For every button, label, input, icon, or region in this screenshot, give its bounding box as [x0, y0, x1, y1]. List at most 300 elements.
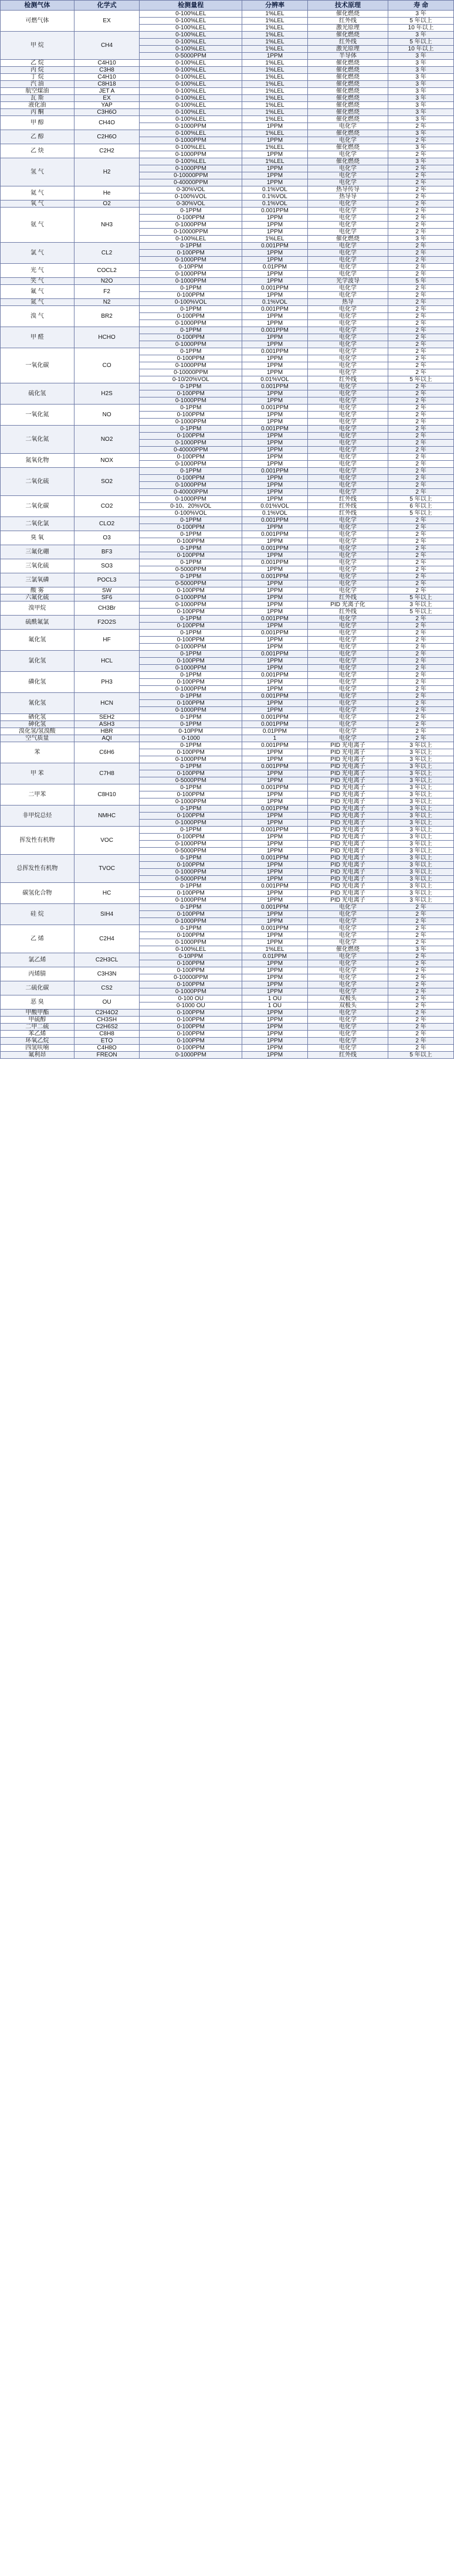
- table-row: [1, 454, 454, 461]
- cell-gas-name: 三氧化硫: [1, 559, 74, 573]
- cell-range: 0-1000PPM: [140, 151, 242, 158]
- cell-range: 0-100%LEL: [140, 32, 242, 39]
- cell-technology: 催化燃烧: [307, 236, 388, 243]
- cell-range: 0-100PPM: [140, 1038, 242, 1045]
- table-row: [1, 186, 454, 193]
- cell-range: 0-100PPM: [140, 334, 242, 341]
- cell-gas-name: 氧 气: [1, 200, 74, 208]
- column-header-gas: 检测气体: [1, 1, 74, 11]
- cell-gas-name: 氯化氢: [1, 651, 74, 672]
- cell-resolution: 1PPM: [242, 123, 308, 130]
- cell-technology: 电化学: [307, 960, 388, 967]
- table-row: [1, 630, 454, 637]
- cell-range: 0-100PPM: [140, 637, 242, 644]
- table-row: [1, 616, 454, 623]
- cell-range: 0-1000PPM: [140, 461, 242, 468]
- cell-resolution: 1PPM: [242, 222, 308, 229]
- cell-formula: C3H6O: [74, 109, 140, 116]
- cell-range: 0-1PPM: [140, 651, 242, 658]
- cell-resolution: 0.1%VOL: [242, 299, 308, 306]
- cell-range: 0-40000PPM: [140, 447, 242, 454]
- cell-range: 0-100PPM: [140, 700, 242, 707]
- cell-formula: NO: [74, 405, 140, 426]
- cell-range: 0-100%LEL: [140, 946, 242, 953]
- cell-resolution: 0.001PPM: [242, 784, 308, 791]
- cell-range: 0-100PPM: [140, 355, 242, 362]
- cell-gas-name: 二硫化碳: [1, 981, 74, 995]
- cell-resolution: 0.1%VOL: [242, 510, 308, 517]
- cell-life: 2 年: [388, 573, 454, 580]
- cell-gas-name: 砷化氢: [1, 721, 74, 728]
- cell-technology: PID 光电离子: [307, 869, 388, 876]
- cell-technology: 激光原理: [307, 25, 388, 32]
- table-row: [1, 1045, 454, 1052]
- cell-resolution: 0.01%VOL: [242, 376, 308, 383]
- cell-gas-name: 甲 烷: [1, 32, 74, 60]
- cell-resolution: 0.001PPM: [242, 468, 308, 475]
- table-row: [1, 405, 454, 412]
- cell-life: 2 年: [388, 644, 454, 651]
- cell-technology: 电化学: [307, 1031, 388, 1038]
- table-row: [1, 594, 454, 601]
- cell-range: 0-1PPM: [140, 855, 242, 862]
- cell-range: 0-100PPM: [140, 215, 242, 222]
- cell-life: 2 年: [388, 179, 454, 186]
- cell-formula: NH3: [74, 208, 140, 243]
- table-row: [1, 158, 454, 165]
- cell-range: 0-1000PPM: [140, 869, 242, 876]
- table-row: [1, 102, 454, 109]
- cell-range: 0-5000PPM: [140, 580, 242, 587]
- cell-technology: 电化学: [307, 967, 388, 974]
- table-row: [1, 995, 454, 1002]
- cell-gas-name: 空气质量: [1, 735, 74, 742]
- cell-resolution: 1PPM: [242, 707, 308, 714]
- cell-resolution: 1%LEL: [242, 46, 308, 53]
- cell-range: 0-100%LEL: [140, 95, 242, 102]
- cell-resolution: 0.01PPM: [242, 728, 308, 735]
- cell-formula: SF6: [74, 594, 140, 601]
- cell-resolution: 1PPM: [242, 538, 308, 545]
- cell-life: 2 年: [388, 637, 454, 644]
- cell-resolution: 0.001PPM: [242, 517, 308, 524]
- cell-resolution: 0.001PPM: [242, 306, 308, 313]
- cell-range: 0-100PPM: [140, 791, 242, 798]
- cell-life: 2 年: [388, 334, 454, 341]
- cell-resolution: 1PPM: [242, 798, 308, 806]
- cell-gas-name: 丙 烷: [1, 67, 74, 74]
- cell-technology: 电化学: [307, 271, 388, 278]
- cell-life: 3 年: [388, 32, 454, 39]
- cell-gas-name: 氟利昂: [1, 1052, 74, 1059]
- cell-resolution: 1%LEL: [242, 25, 308, 32]
- cell-formula: NOX: [74, 454, 140, 468]
- cell-resolution: 1%LEL: [242, 116, 308, 123]
- table-body: [1, 11, 454, 1059]
- table-row: [1, 1038, 454, 1045]
- cell-technology: 电化学: [307, 644, 388, 651]
- cell-life: 3 年以上: [388, 763, 454, 770]
- cell-formula: C4H10: [74, 60, 140, 67]
- cell-life: 2 年: [388, 313, 454, 320]
- cell-technology: 电化学: [307, 285, 388, 292]
- cell-technology: 电化学: [307, 419, 388, 426]
- cell-technology: 电化学: [307, 250, 388, 257]
- cell-resolution: 1PPM: [242, 756, 308, 763]
- cell-life: 3 年: [388, 53, 454, 60]
- cell-life: 2 年: [388, 658, 454, 665]
- cell-technology: 电化学: [307, 939, 388, 946]
- cell-range: 0-1PPM: [140, 306, 242, 313]
- cell-technology: 电化学: [307, 911, 388, 918]
- cell-technology: 电化学: [307, 172, 388, 179]
- column-header-range: 检测量程: [140, 1, 242, 11]
- cell-life: 3 年以上: [388, 855, 454, 862]
- cell-range: 0-100PPM: [140, 623, 242, 630]
- cell-resolution: 1PPM: [242, 686, 308, 693]
- cell-technology: 电化学: [307, 728, 388, 735]
- cell-range: 0-1000PPM: [140, 165, 242, 172]
- cell-resolution: 1%LEL: [242, 130, 308, 137]
- cell-range: 0-100PPM: [140, 813, 242, 820]
- cell-range: 0-10/20%VOL: [140, 376, 242, 383]
- cell-gas-name: 四氢呋喃: [1, 1045, 74, 1052]
- cell-range: 0-100PPM: [140, 1010, 242, 1017]
- cell-gas-name: 乙 烷: [1, 60, 74, 67]
- cell-resolution: 0.001PPM: [242, 883, 308, 890]
- cell-resolution: 1PPM: [242, 151, 308, 158]
- cell-technology: 电化学: [307, 672, 388, 679]
- cell-life: 3 年以上: [388, 601, 454, 609]
- cell-life: 2 年: [388, 728, 454, 735]
- cell-range: 0-100PPM: [140, 292, 242, 299]
- cell-resolution: 1PPM: [242, 1038, 308, 1045]
- cell-range: 0-1000PPM: [140, 419, 242, 426]
- cell-resolution: 0.001PPM: [242, 573, 308, 580]
- cell-formula: YAP: [74, 102, 140, 109]
- cell-technology: 电化学: [307, 341, 388, 348]
- cell-life: 3 年: [388, 81, 454, 88]
- cell-range: 0-1PPM: [140, 763, 242, 770]
- cell-technology: 电化学: [307, 700, 388, 707]
- cell-range: 0-5000PPM: [140, 777, 242, 784]
- cell-life: 3 年: [388, 130, 454, 137]
- cell-formula: VOC: [74, 827, 140, 855]
- table-row: [1, 299, 454, 306]
- cell-formula: SIH4: [74, 904, 140, 925]
- cell-life: 2 年: [388, 693, 454, 700]
- cell-technology: 电化学: [307, 637, 388, 644]
- cell-resolution: 1PPM: [242, 869, 308, 876]
- cell-formula: C4H10: [74, 74, 140, 81]
- cell-gas-name: 六氟化硫: [1, 594, 74, 601]
- cell-technology: 催化燃烧: [307, 67, 388, 74]
- cell-technology: 电化学: [307, 566, 388, 573]
- cell-resolution: 0.001PPM: [242, 383, 308, 390]
- cell-life: 2 年: [388, 988, 454, 995]
- column-header-formula: 化学式: [74, 1, 140, 11]
- cell-range: 0-1000PPM: [140, 897, 242, 904]
- cell-life: 6 年以上: [388, 503, 454, 510]
- cell-formula: CH4: [74, 32, 140, 60]
- cell-gas-name: 二甲苯: [1, 784, 74, 806]
- cell-technology: PID 光电离子: [307, 777, 388, 784]
- cell-formula: PH3: [74, 672, 140, 693]
- cell-technology: 电化学: [307, 693, 388, 700]
- table-row: [1, 925, 454, 932]
- table-row: [1, 601, 454, 609]
- cell-life: 2 年: [388, 412, 454, 419]
- cell-life: 2 年: [388, 362, 454, 369]
- cell-resolution: 1%LEL: [242, 109, 308, 116]
- cell-range: 0-1000PPM: [140, 820, 242, 827]
- cell-resolution: 1PPM: [242, 313, 308, 320]
- cell-life: 2 年: [388, 1031, 454, 1038]
- cell-range: 0-100PPM: [140, 552, 242, 559]
- cell-life: 2 年: [388, 932, 454, 939]
- cell-formula: C2H4: [74, 925, 140, 953]
- cell-formula: JET A: [74, 88, 140, 95]
- cell-life: 2 年: [388, 1002, 454, 1010]
- cell-range: 0-1PPM: [140, 426, 242, 433]
- cell-resolution: 1PPM: [242, 644, 308, 651]
- table-row: [1, 327, 454, 334]
- cell-gas-name: 臭 氧: [1, 531, 74, 545]
- cell-range: 0-100%LEL: [140, 25, 242, 32]
- cell-resolution: 1PPM: [242, 1031, 308, 1038]
- cell-resolution: 1PPM: [242, 278, 308, 285]
- table-row: [1, 278, 454, 285]
- cell-life: 2 年: [388, 165, 454, 172]
- cell-technology: PID 光电离子: [307, 784, 388, 791]
- cell-life: 2 年: [388, 967, 454, 974]
- cell-formula: EX: [74, 95, 140, 102]
- cell-technology: 电化学: [307, 925, 388, 932]
- cell-gas-name: 甲 醇: [1, 116, 74, 130]
- table-row: [1, 67, 454, 74]
- cell-technology: 电化学: [307, 623, 388, 630]
- cell-technology: 催化燃烧: [307, 32, 388, 39]
- cell-technology: 催化燃烧: [307, 946, 388, 953]
- cell-technology: 电化学: [307, 327, 388, 334]
- cell-formula: CO: [74, 348, 140, 383]
- cell-resolution: 1PPM: [242, 1024, 308, 1031]
- cell-range: 0-100%LEL: [140, 158, 242, 165]
- cell-resolution: 1PPM: [242, 587, 308, 594]
- cell-range: 0-5000PPM: [140, 53, 242, 60]
- cell-gas-name: 三氟化硼: [1, 545, 74, 559]
- cell-life: 3 年以上: [388, 770, 454, 777]
- cell-formula: SW: [74, 587, 140, 594]
- cell-gas-name: 三氯氧磷: [1, 573, 74, 587]
- cell-life: 2 年: [388, 623, 454, 630]
- table-row: [1, 264, 454, 271]
- cell-resolution: 1PPM: [242, 271, 308, 278]
- cell-range: 0-100%LEL: [140, 67, 242, 74]
- cell-technology: 电化学: [307, 433, 388, 440]
- cell-resolution: 1PPM: [242, 911, 308, 918]
- cell-range: 0-1000PPM: [140, 665, 242, 672]
- cell-range: 0-100PPM: [140, 454, 242, 461]
- cell-life: 2 年: [388, 981, 454, 988]
- cell-range: 0-100PPM: [140, 679, 242, 686]
- cell-technology: 电化学: [307, 334, 388, 341]
- cell-technology: 电化学: [307, 580, 388, 587]
- cell-life: 2 年: [388, 348, 454, 355]
- cell-formula: NMHC: [74, 806, 140, 827]
- cell-life: 2 年: [388, 1024, 454, 1031]
- cell-technology: 电化学: [307, 573, 388, 580]
- cell-range: 0-100%LEL: [140, 102, 242, 109]
- cell-technology: 催化燃烧: [307, 95, 388, 102]
- cell-gas-name: 一氧化氮: [1, 405, 74, 426]
- cell-resolution: 1PPM: [242, 960, 308, 967]
- cell-resolution: 1PPM: [242, 1045, 308, 1052]
- cell-technology: PID 光电离子: [307, 756, 388, 763]
- cell-gas-name: 氢 气: [1, 158, 74, 186]
- cell-formula: C4H8O: [74, 1045, 140, 1052]
- cell-resolution: 1PPM: [242, 939, 308, 946]
- cell-life: 2 年: [388, 531, 454, 538]
- cell-life: 3 年: [388, 102, 454, 109]
- cell-life: 2 年: [388, 369, 454, 376]
- cell-resolution: 1%LEL: [242, 74, 308, 81]
- cell-life: 2 年: [388, 397, 454, 405]
- cell-life: 2 年: [388, 995, 454, 1002]
- cell-resolution: 1%LEL: [242, 95, 308, 102]
- cell-formula: C2H3CL: [74, 953, 140, 967]
- cell-range: 0-100%VOL: [140, 299, 242, 306]
- cell-life: 3 年以上: [388, 742, 454, 749]
- cell-resolution: 1PPM: [242, 179, 308, 186]
- cell-resolution: 1PPM: [242, 848, 308, 855]
- cell-technology: PID 光离子化: [307, 601, 388, 609]
- cell-life: 3 年以上: [388, 820, 454, 827]
- cell-technology: 电化学: [307, 137, 388, 144]
- cell-range: 0-1PPM: [140, 208, 242, 215]
- cell-technology: 电化学: [307, 313, 388, 320]
- cell-technology: 电化学: [307, 714, 388, 721]
- cell-technology: PID 光电离子: [307, 763, 388, 770]
- cell-resolution: 0.001PPM: [242, 855, 308, 862]
- cell-range: 0-1PPM: [140, 883, 242, 890]
- cell-life: 2 年: [388, 327, 454, 334]
- cell-resolution: 1PPM: [242, 341, 308, 348]
- table-row: [1, 742, 454, 749]
- cell-range: 0-5000PPM: [140, 566, 242, 573]
- cell-range: 0-100PPM: [140, 313, 242, 320]
- cell-resolution: 0.001PPM: [242, 630, 308, 637]
- table-row: [1, 517, 454, 524]
- cell-range: 0-1PPM: [140, 327, 242, 334]
- cell-formula: CH4O: [74, 116, 140, 130]
- cell-technology: 电化学: [307, 362, 388, 369]
- cell-life: 5 年以上: [388, 1052, 454, 1059]
- cell-technology: 电化学: [307, 651, 388, 658]
- cell-range: 0-1000PPM: [140, 918, 242, 925]
- table-row: [1, 109, 454, 116]
- cell-range: 0-1000PPM: [140, 257, 242, 264]
- cell-gas-name: 丁 烷: [1, 74, 74, 81]
- cell-resolution: 1PPM: [242, 257, 308, 264]
- cell-technology: 电化学: [307, 1045, 388, 1052]
- cell-resolution: 0.01%VOL: [242, 503, 308, 510]
- cell-gas-name: 航空煤油: [1, 88, 74, 95]
- cell-life: 3 年: [388, 88, 454, 95]
- cell-gas-name: 非甲烷总烃: [1, 806, 74, 827]
- cell-range: 0-100 OU: [140, 995, 242, 1002]
- cell-formula: CL2: [74, 243, 140, 264]
- cell-resolution: 1 OU: [242, 1002, 308, 1010]
- cell-range: 0-100PPM: [140, 862, 242, 869]
- cell-range: 0-1000 OU: [140, 1002, 242, 1010]
- cell-range: 0-100PPM: [140, 475, 242, 482]
- cell-range: 0-1000PPM: [140, 440, 242, 447]
- table-row: [1, 693, 454, 700]
- cell-range: 0-1PPM: [140, 559, 242, 566]
- cell-life: 2 年: [388, 208, 454, 215]
- cell-formula: HCHO: [74, 327, 140, 348]
- cell-formula: CH3Br: [74, 601, 140, 616]
- cell-life: 2 年: [388, 405, 454, 412]
- cell-life: 3 年以上: [388, 806, 454, 813]
- cell-life: 5 年以上: [388, 609, 454, 616]
- cell-technology: 电化学: [307, 1024, 388, 1031]
- cell-formula: C2H6O: [74, 130, 140, 144]
- cell-resolution: 1PPM: [242, 770, 308, 777]
- table-row: [1, 728, 454, 735]
- cell-technology: 电化学: [307, 440, 388, 447]
- table-row: [1, 763, 454, 770]
- table-row: [1, 468, 454, 475]
- cell-resolution: 1PPM: [242, 137, 308, 144]
- cell-gas-name: 硅 烷: [1, 904, 74, 925]
- cell-resolution: 1PPM: [242, 665, 308, 672]
- cell-range: 0-1000PPM: [140, 841, 242, 848]
- cell-formula: NO2: [74, 426, 140, 454]
- cell-resolution: 1%LEL: [242, 39, 308, 46]
- cell-range: 0-5000PPM: [140, 848, 242, 855]
- cell-technology: 电化学: [307, 348, 388, 355]
- cell-formula: C3H3N: [74, 967, 140, 981]
- cell-technology: PID 光电离子: [307, 820, 388, 827]
- cell-technology: 电化学: [307, 658, 388, 665]
- cell-gas-name: 苯乙烯: [1, 1031, 74, 1038]
- table-row: [1, 855, 454, 862]
- cell-formula: F2: [74, 285, 140, 299]
- cell-technology: PID 光电离子: [307, 827, 388, 834]
- cell-formula: SO2: [74, 468, 140, 496]
- cell-resolution: 1PPM: [242, 897, 308, 904]
- cell-technology: 电化学: [307, 1038, 388, 1045]
- cell-range: 0-40000PPM: [140, 489, 242, 496]
- cell-resolution: 1PPM: [242, 419, 308, 426]
- cell-resolution: 1PPM: [242, 890, 308, 897]
- cell-formula: AQI: [74, 735, 140, 742]
- cell-technology: 红外线: [307, 376, 388, 383]
- cell-technology: 电化学: [307, 447, 388, 454]
- table-row: [1, 806, 454, 813]
- cell-technology: 热导传导: [307, 186, 388, 193]
- cell-resolution: 1PPM: [242, 369, 308, 376]
- cell-resolution: 1%LEL: [242, 32, 308, 39]
- cell-life: 2 年: [388, 960, 454, 967]
- cell-gas-name: 恶 臭: [1, 995, 74, 1010]
- cell-technology: 红外线: [307, 496, 388, 503]
- cell-technology: PID 光电离子: [307, 791, 388, 798]
- cell-resolution: 1PPM: [242, 440, 308, 447]
- cell-technology: 电化学: [307, 208, 388, 215]
